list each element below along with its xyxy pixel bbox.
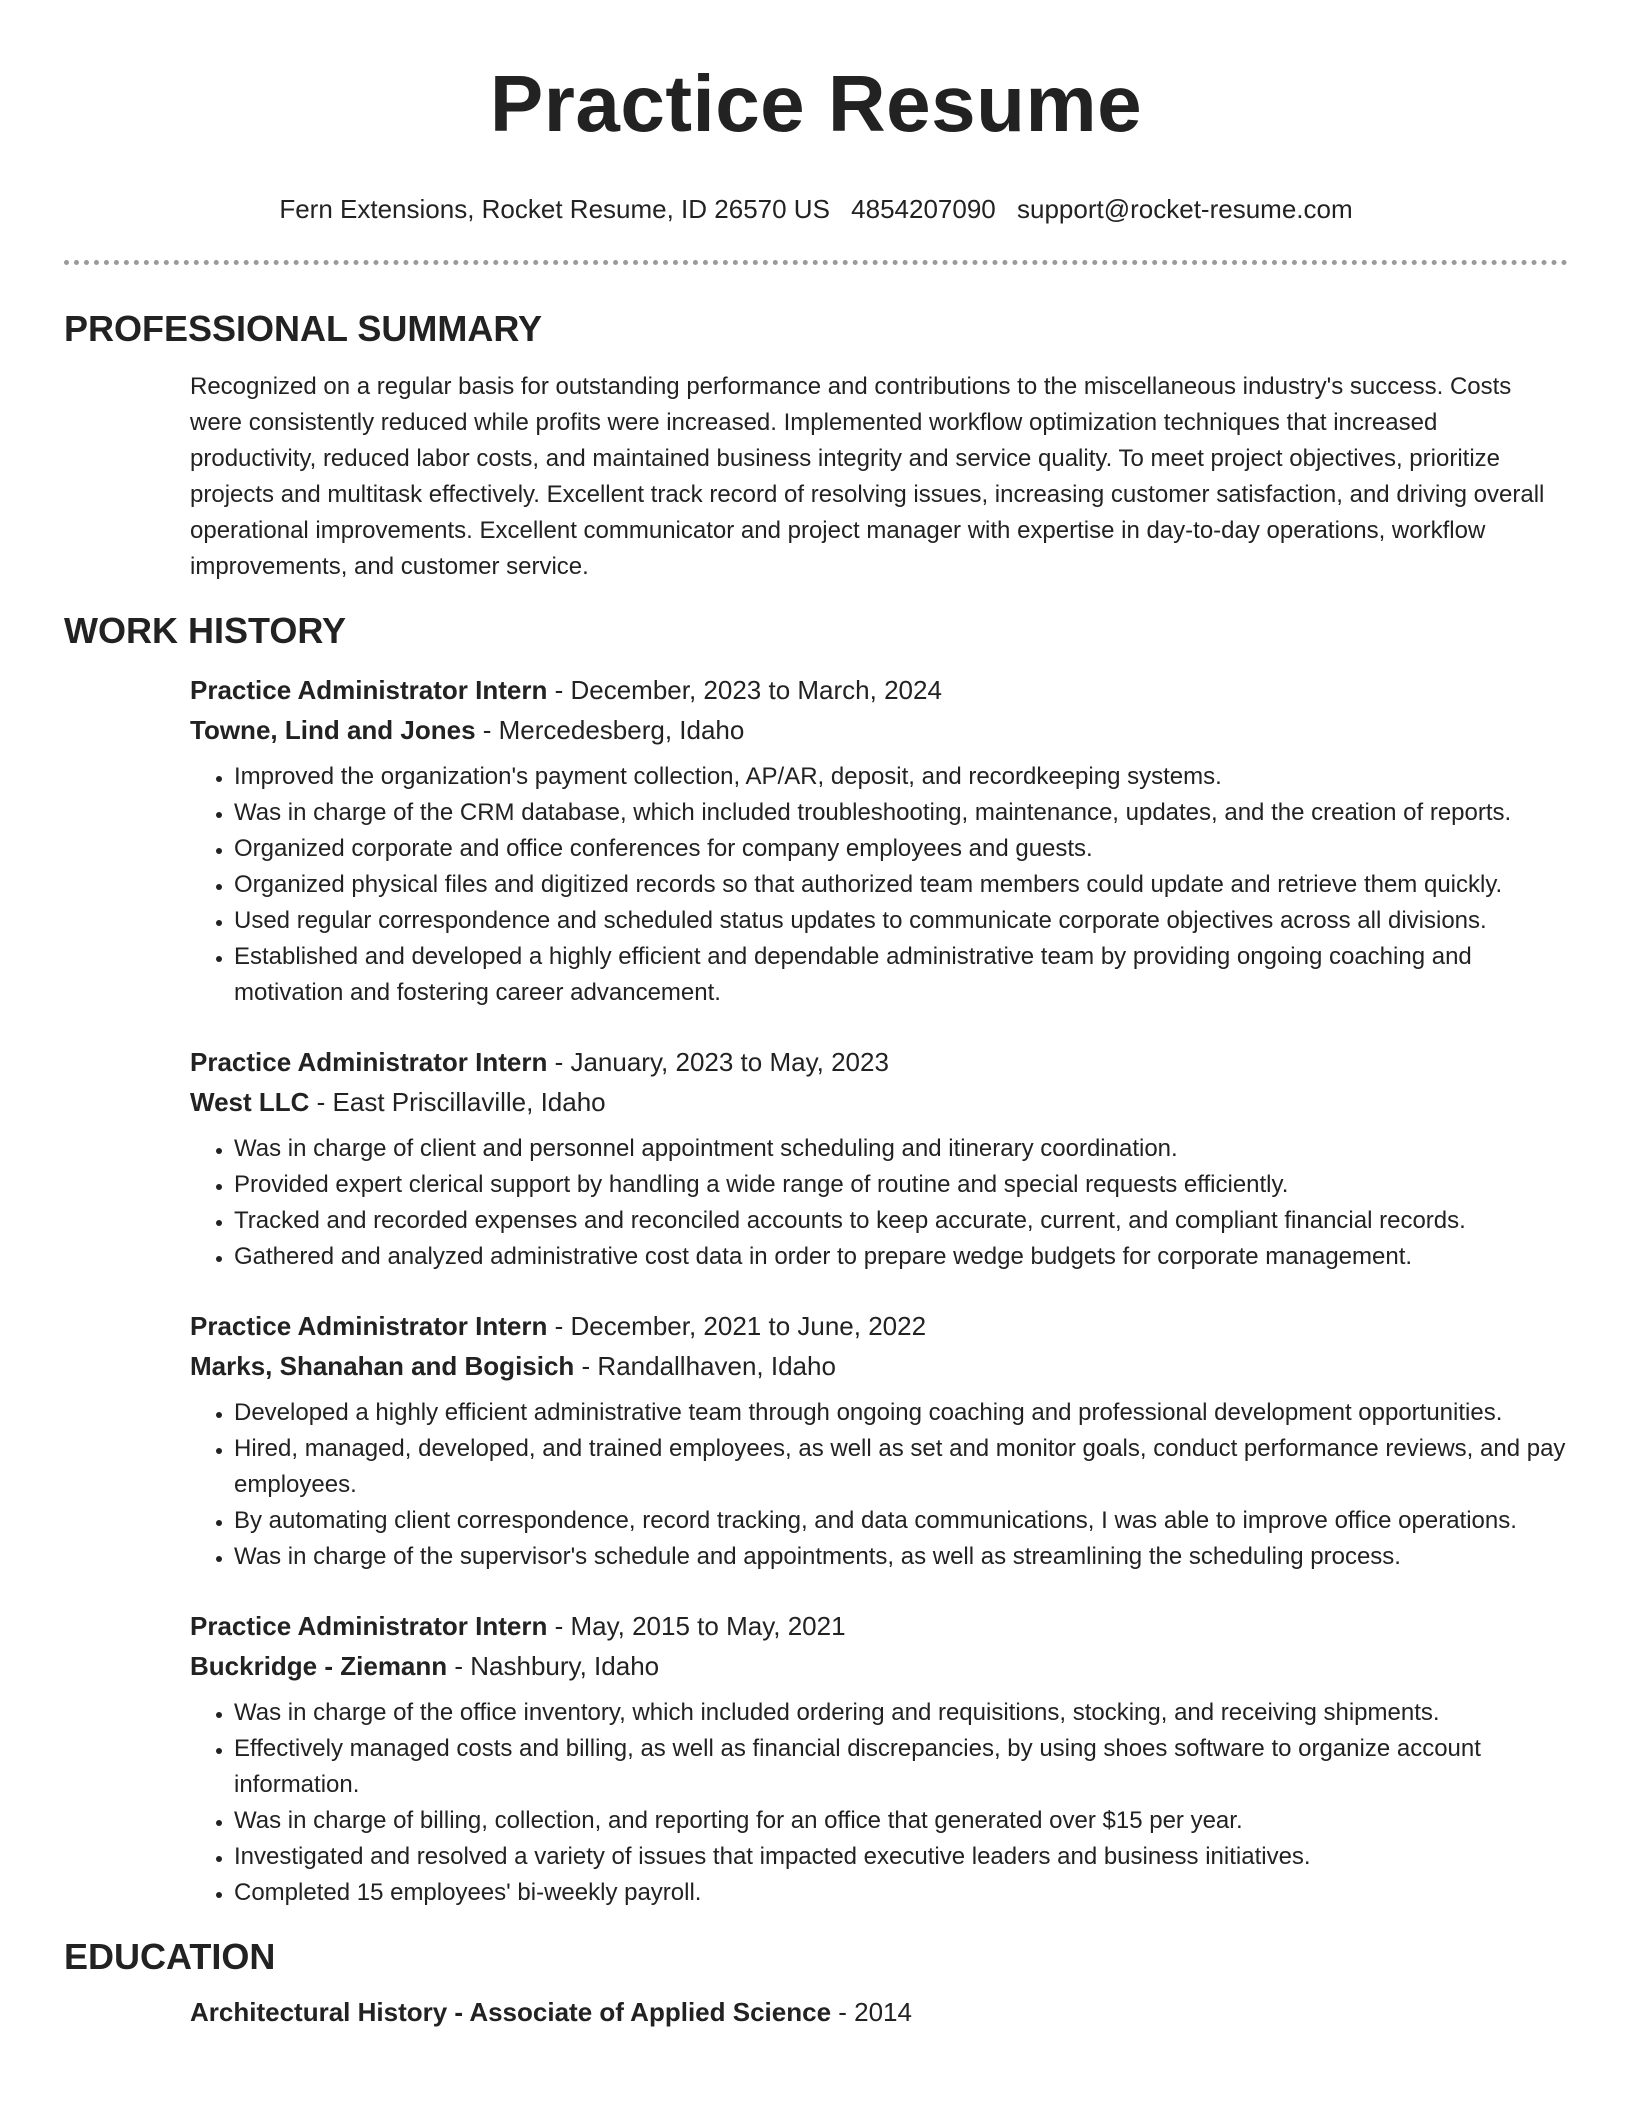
- contact-address: Fern Extensions, Rocket Resume, ID 26570 US: [279, 194, 830, 224]
- summary-text: Recognized on a regular basis for outstanding performance and contributions to the miscellaneous industry's success. Costs were consistently reduced while profits were increased. Implemented workflow optimization techniques that increased productivity, reduced labor costs, and maintained business integrity and service quality. To meet project objectives, prioritize projects and multitask effectively. Excellent track record of resolving issues, increasing customer satisfaction, and driving overall operational improvements. Excellent communicator and project manager with expertise in day-to-day operations, workflow improvements, and customer service.: [190, 373, 1545, 580]
- job-location: - Randallhaven, Idaho: [574, 1351, 836, 1381]
- job-company: Towne, Lind and Jones: [190, 715, 476, 745]
- job-location: - Nashbury, Idaho: [447, 1651, 660, 1681]
- education-entry: [190, 1993, 1568, 2031]
- job-bullet: • By automating client correspondence, record tracking, and data communications, I was able to improve office operations.: [234, 1503, 1568, 1539]
- job-bullet: • Tracked and recorded expenses and reconciled accounts to keep accurate, current, and compliant financial records.: [234, 1203, 1568, 1239]
- job-position: Practice Administrator Intern: [190, 1311, 548, 1341]
- job-bullets: [190, 1395, 1568, 1575]
- job-company: Marks, Shanahan and Bogisich: [190, 1351, 575, 1381]
- job-location: - East Priscillaville, Idaho: [309, 1087, 606, 1117]
- contact-line: [0, 192, 1632, 226]
- job-bullet: • Improved the organization's payment collection, AP/AR, deposit, and recordkeeping systems.: [234, 759, 1568, 795]
- job-title-line: [190, 1307, 1568, 1345]
- education-degree: Architectural History - Associate of Applied Science: [190, 1997, 832, 2027]
- contact-phone: 4854207090: [851, 194, 996, 224]
- job-position: Practice Administrator Intern: [190, 1611, 548, 1641]
- header-divider: [64, 260, 1568, 265]
- job-bullet: • Used regular correspondence and scheduled status updates to communicate corporate objectives across all divisions.: [234, 903, 1568, 939]
- job-location: - Mercedesberg, Idaho: [475, 715, 745, 745]
- section-title-work-history: WORK HISTORY: [64, 610, 347, 651]
- job-bullet: • Completed 15 employees' bi-weekly payroll.: [234, 1875, 1568, 1911]
- job-entry: [190, 671, 1568, 1011]
- job-position: Practice Administrator Intern: [190, 675, 548, 705]
- job-company-line: [190, 711, 1568, 749]
- job-company: Buckridge - Ziemann: [190, 1651, 448, 1681]
- job-position: Practice Administrator Intern: [190, 1047, 548, 1077]
- job-bullet: • Hired, managed, developed, and trained employees, as well as set and monitor goals, conduct performance reviews, and pay employees.: [234, 1431, 1568, 1503]
- resume-name: Practice Resume: [489, 59, 1143, 148]
- job-dates: - December, 2021 to June, 2022: [547, 1311, 927, 1341]
- job-bullet: • Effectively managed costs and billing, as well as financial discrepancies, by using shoes software to organize account information.: [234, 1731, 1568, 1803]
- job-entry: [190, 1307, 1568, 1575]
- education-line: [190, 1993, 1568, 2031]
- job-title-line: [190, 1607, 1568, 1645]
- job-company-line: [190, 1347, 1568, 1385]
- job-entry: [190, 1043, 1568, 1275]
- job-dates: - January, 2023 to May, 2023: [547, 1047, 889, 1077]
- job-bullet: • Was in charge of the office inventory, which included ordering and requisitions, stocking, and receiving shipments.: [234, 1695, 1568, 1731]
- job-title-line: [190, 671, 1568, 709]
- job-dates: - December, 2023 to March, 2024: [547, 675, 942, 705]
- job-bullet: • Provided expert clerical support by handling a wide range of routine and special requests efficiently.: [234, 1167, 1568, 1203]
- job-title-line: [190, 1043, 1568, 1081]
- section-title-education: EDUCATION: [64, 1936, 276, 1977]
- section-title-summary: PROFESSIONAL SUMMARY: [64, 308, 543, 349]
- summary-block: [190, 369, 1568, 585]
- job-bullet: • Organized corporate and office conferences for company employees and guests.: [234, 831, 1568, 867]
- job-bullet: • Organized physical files and digitized records so that authorized team members could update and retrieve them quickly.: [234, 867, 1568, 903]
- job-bullet: • Was in charge of client and personnel appointment scheduling and itinerary coordination.: [234, 1131, 1568, 1167]
- job-bullets: [190, 1131, 1568, 1275]
- job-bullets: [190, 759, 1568, 1011]
- job-bullet: • Developed a highly efficient administrative team through ongoing coaching and professional development opportunities.: [234, 1395, 1568, 1431]
- job-bullets: [190, 1695, 1568, 1911]
- job-company-line: [190, 1647, 1568, 1685]
- contact-email: support@rocket-resume.com: [1017, 194, 1353, 224]
- job-bullet: • Was in charge of billing, collection, and reporting for an office that generated over $15 per year.: [234, 1803, 1568, 1839]
- job-dates: - May, 2015 to May, 2021: [547, 1611, 846, 1641]
- job-bullet: • Was in charge of the supervisor's schedule and appointments, as well as streamlining the scheduling process.: [234, 1539, 1568, 1575]
- job-company-line: [190, 1083, 1568, 1121]
- job-bullet: • Gathered and analyzed administrative cost data in order to prepare wedge budgets for corporate management.: [234, 1239, 1568, 1275]
- job-bullet: • Established and developed a highly efficient and dependable administrative team by providing ongoing coaching and motivation and fostering career advancement.: [234, 939, 1568, 1011]
- education-year: - 2014: [831, 1997, 912, 2027]
- job-bullet: • Was in charge of the CRM database, which included troubleshooting, maintenance, updates, and the creation of reports.: [234, 795, 1568, 831]
- job-entry: [190, 1607, 1568, 1911]
- job-bullet: • Investigated and resolved a variety of issues that impacted executive leaders and business initiatives.: [234, 1839, 1568, 1875]
- job-company: West LLC: [190, 1087, 310, 1117]
